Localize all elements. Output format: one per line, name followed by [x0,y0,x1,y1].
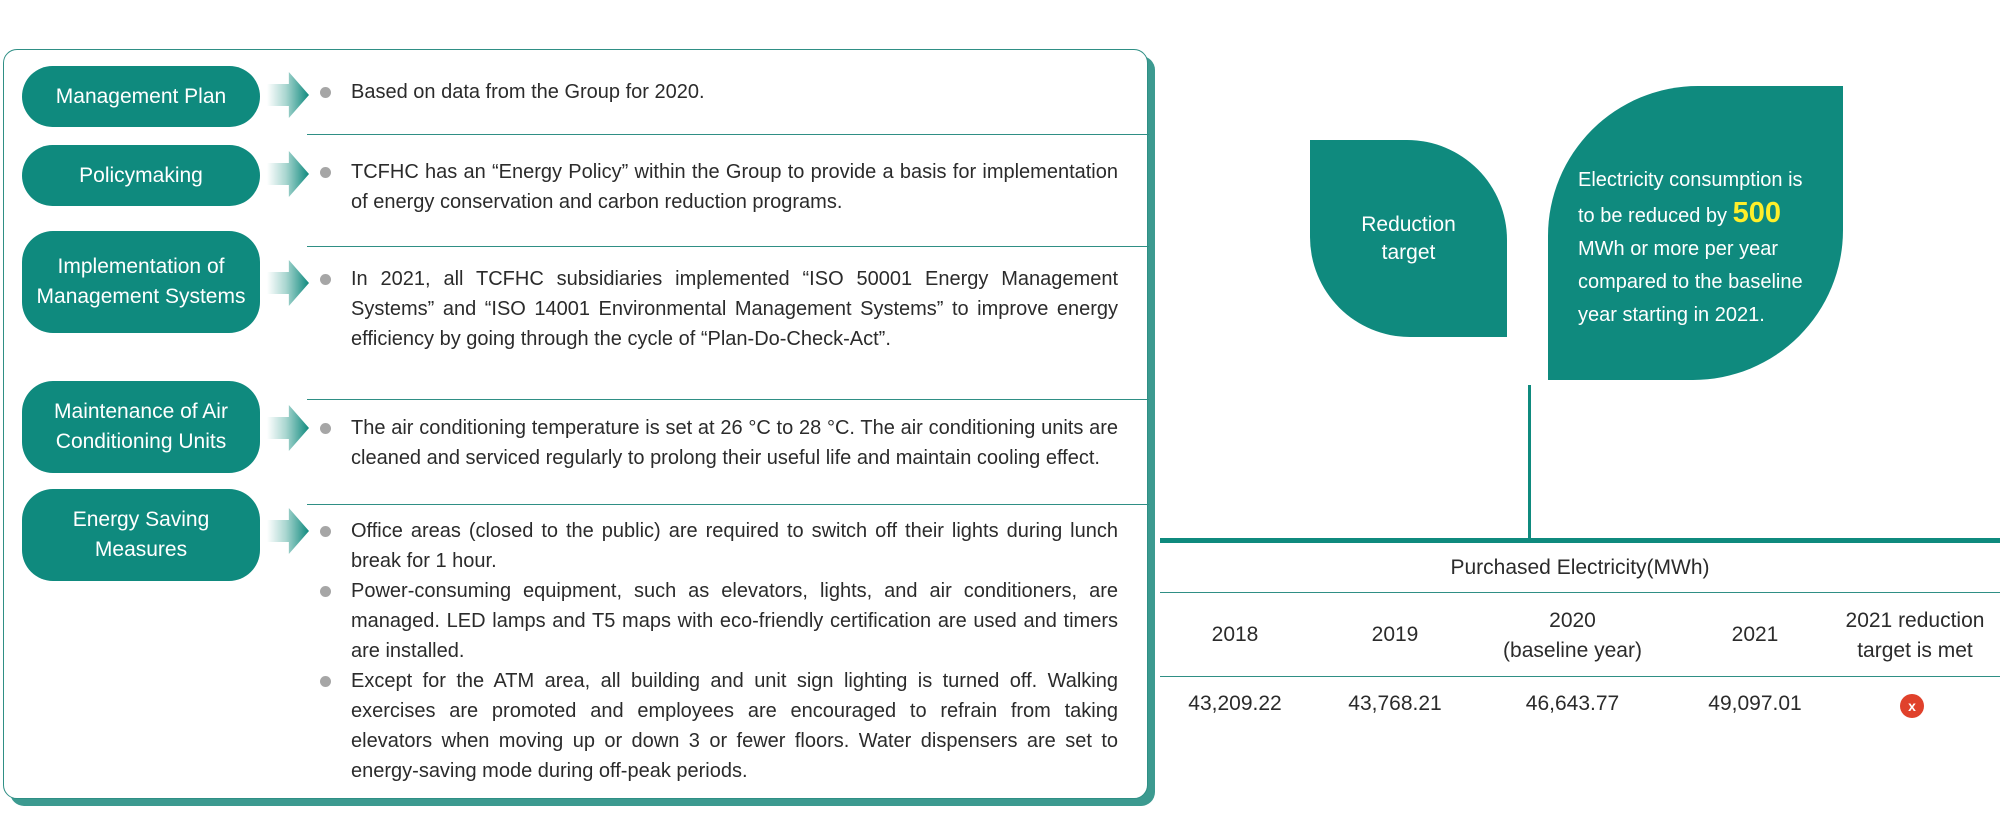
bullet-dot-icon [320,586,331,597]
value-2021: 49,097.01 [1708,692,1802,715]
bullet-text: Except for the ATM area, all building and unit sign lighting is turned off. Walking exercises are promoted and employees are encouraged to refrain from taking elevators when moving up or down 3 or fewer floors. Water dispensers are set to energy-saving mode during off-peak periods. [351,670,1118,782]
pill-label: Management Plan [55,84,227,108]
value-2020: 46,643.77 [1525,692,1620,715]
table-divider [1160,592,2000,593]
air-conditioning-pill [22,381,260,473]
value-2018: 43,209.22 [1188,692,1282,715]
row-divider [307,504,1149,505]
column-header-target-met [1830,606,2000,666]
bullet-dot-icon [320,423,331,434]
row-divider [307,134,1149,135]
column-header-2020 [1480,606,1665,666]
bullet-list [320,157,1118,217]
bullet-dot-icon [320,676,331,687]
bullet-list [320,413,1118,473]
bullet-list [320,264,1118,354]
row-divider [307,246,1149,247]
bullet-text: Office areas (closed to the public) are required to switch off their lights during lunch break for 1 hour. [351,520,1118,572]
implementation-pill [22,231,260,333]
target-text-before: Electricity consumption is to be reduced by [1578,169,1803,227]
pill-label: Policymaking [79,163,203,187]
bullet-list [320,516,1118,786]
bullet-text: The air conditioning temperature is set at 26 °C to 28 °C. The air conditioning units are cleaned and serviced regularly to prolong their useful life and maintain cooling effect. [351,417,1118,469]
reduction-target-label: Reduction target [1361,212,1456,264]
target-highlight-value: 500 [1732,197,1781,229]
management-plan-pill [22,66,260,127]
bullet-item [320,516,1118,576]
bullet-item [320,264,1118,354]
bullet-item [320,157,1118,217]
table-divider [1160,676,2000,677]
policymaking-pill [22,145,260,206]
bullet-dot-icon [320,87,331,98]
column-header-2019: 2019 [1371,623,1419,646]
bullet-text: Based on data from the Group for 2020. [351,81,705,103]
column-header-target-line1: 2021 reduction [1845,609,1985,632]
column-header-2021: 2021 [1731,623,1779,646]
target-not-met-icon: x [1900,694,1924,718]
column-header-2020-year: 2020 [1549,609,1596,632]
bullet-dot-icon [320,526,331,537]
bullet-item [320,413,1118,473]
energy-saving-pill [22,489,260,581]
pill-label: Maintenance of Air Conditioning Units [54,400,228,453]
target-description-leaf [1548,86,1843,380]
bullet-dot-icon [320,167,331,178]
column-header-2020-note: (baseline year) [1503,639,1642,662]
bullet-text: Power-consuming equipment, such as elevators, lights, and air conditioners, are managed. LED lamps and T5 maps with eco-friendly certification are used and timers are installed. [351,580,1118,662]
row-divider [307,399,1149,400]
bullet-list [320,77,1118,107]
table-title: Purchased Electricity(MWh) [1450,556,1710,579]
bullet-item [320,77,1118,107]
pill-label: Implementation of Management Systems [36,255,246,308]
plant-stem [1528,385,1531,540]
reduction-target-leaf [1310,140,1507,337]
target-text-after: MWh or more per year compared to the baseline year starting in 2021. [1578,238,1803,326]
value-2019: 43,768.21 [1348,692,1442,715]
bullet-dot-icon [320,274,331,285]
pill-label: Energy Saving Measures [72,508,210,561]
table-top-border [1160,538,2000,543]
column-header-target-line2: target is met [1857,639,1973,662]
bullet-text: In 2021, all TCFHC subsidiaries implemented “ISO 50001 Energy Management Systems” and “ISO 14001 Environmental Management Systems” to improve energy efficiency by going through the cycle of “Plan-Do-Check-Act”. [351,268,1118,350]
column-header-2018: 2018 [1211,623,1259,646]
bullet-text: TCFHC has an “Energy Policy” within the Group to provide a basis for implementation of energy conservation and carbon reduction programs. [351,161,1118,213]
bullet-item [320,666,1118,786]
bullet-item [320,576,1118,666]
